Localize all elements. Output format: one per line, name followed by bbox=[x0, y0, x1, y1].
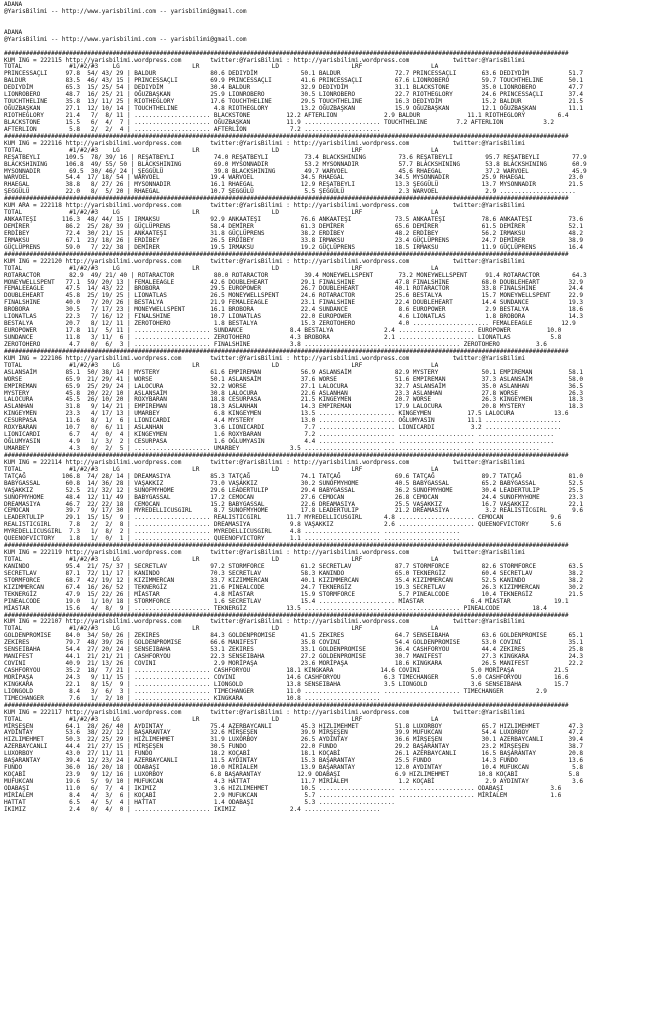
text-line: OĞUZBAŞKAN 27.1 12/ 10/ 14 | TOUCHTHELINE 4.8 RIOTHEGLORY 13.2 OĞUZBAŞKAN 15.9 OĞUZBAŞKAN 12.1 OĞUZBAŞKAN 11.1 bbox=[4, 105, 584, 113]
text-line: SUNDANCE 11.8 3/ 11/ 6 | ..................... ZEROTOHERO 4.3 BROBORA 2.1 ..................... LIONATLAS 5.8 bbox=[4, 334, 562, 341]
text-line: @YarisBilimi -- http://www.yarisbilimi.com -- yarisbilimi@gmail.com bbox=[4, 7, 247, 15]
text-line: @YarisBilimi -- http://www.yarisbilimi.com -- yarisbilimi@gmail.com bbox=[4, 35, 247, 43]
text-line: KINGKARA 22.1 8/ 15/ 9 | ..................... LIONGOLD 13.8 SENSEIBAHA 3.5 LIONGOLD 3.6 SENSEIBAHA 15.7 bbox=[4, 680, 569, 688]
text-line: ROTARACTOR 82.9 49/ 21/ 40 | ROTARACTOR 80.0 ROTARACTOR 39.4 MONEYWELLSPENT 73.2 MONEYWELLSPENT 91.4 ROTARACTOR 64.3 bbox=[4, 271, 587, 279]
text-line: REŞATBEYLI 109.5 78/ 39/ 16 | REŞATBEYLI 74.0 REŞATBEYLI 73.4 BLACKSHINING 73.6 REŞATBEYLI 95.7 REŞATBEYLI 77.9 bbox=[4, 153, 587, 161]
text-line: ROXYBARAN 10.7 0/ 6/ 11 | ASLANHAN 3.6 LIONICARDI 7.7 ..................... LIONICARDI 3.2 ..................... bbox=[4, 424, 562, 432]
text-line: TOTAL #1/#2/#3 LG LR LD LRF LA bbox=[4, 209, 439, 217]
text-line: LIONROBERO 48.7 16/ 25/ 21 | OĞUZBAŞKAN 25.9 LIONROBERO 30.5 LIONROBERO 22.7 RIOTHEGLORY 24.6 PRINCESSAÇLI 37.4 bbox=[4, 91, 584, 99]
text-line: LIONGOLD 8.4 3/ 6/ 3 | ..................... TIMECHANGER 11.0 ..................... ..................... TIMECHANGER 2.9 bbox=[4, 687, 547, 695]
text-line: TOTAL #1/#2/#3 LG LR LD LRF LA bbox=[4, 556, 439, 563]
text-line: TOTAL #1/#2/#3 LG LR LD LRF LA bbox=[4, 361, 439, 369]
text-line: MONEYWELLSPENT 77.1 59/ 20/ 13 | FEMALEEAGLE 42.6 DOUBLEHEART 29.1 FINALSHINE 47.8 FINALSHINE 68.0 DOUBLEHEART 32.9 bbox=[4, 278, 584, 286]
text-line bbox=[4, 16, 661, 23]
text-line: BALDUR 83.5 46/ 43/ 15 | PRINCESSAÇLI 69.9 PRINCESSAÇLI 41.6 PRINCESSAÇLI 67.6 LIONROBERO 59.7 TOUCHTHELINE 50.1 bbox=[4, 77, 584, 85]
text-line: ZEKIRES 79.7 48/ 39/ 26 | GOLDENPROMISE 66.6 MANIFEST 35.8 COVINI 54.4 GOLDENPROMISE 53.0 COVINI 35.1 bbox=[4, 639, 584, 647]
text-line: ŞEGGÜLÜ 22.0 8/ 5/ 20 | RHAEGAL 10.7 ŞEGGÜLÜ 5.5 ŞEGGÜLÜ 2.3 WARVOEL 2.9 ..................... bbox=[4, 188, 576, 196]
text-line: MORİPAŞA 24.3 9/ 11/ 15 | ..................... COVINI 14.6 CASHFORYOU 6.3 TIMECHANGER 5.0 CASHFORYOU 16.6 bbox=[4, 673, 569, 681]
text-line: IKIMIZ 2.4 0/ 4/ 0 | ..................... IKIMIZ 2.4 ..................... bbox=[4, 805, 381, 813]
text-line: LEADERTULIP 29.1 15/ 15/ 9 | ..................... REALISTICGIRL 11.7 MYREDELLICUSGIRL 4.8 ..................... CEMOCAN 9.6 bbox=[4, 514, 562, 522]
text-line: RHAEGAL 38.8 8/ 27/ 26 | MYSONNADIR 16.1 RHAEGAL 12.9 REŞATBEYLI 13.3 ŞEGGÜLÜ 13.7 MYSONNADIR 21.5 bbox=[4, 181, 584, 189]
text-line: ADANA bbox=[4, 1, 23, 8]
text-line: TOTAL #1/#2/#3 LG LR LD LRF LA bbox=[4, 146, 439, 154]
text-line: OĞLUMYASIN 4.9 1/ 3/ 2 | CESURPASA 1.6 OĞLUMYASIN 4.4 ..................... ..................... ..................... bbox=[4, 438, 555, 446]
text-line: WORSE 65.9 21/ 29/ 41 | WORSE 50.1 ASLANSAİM 37.6 WORSE 51.6 EMPIREMAN 37.3 ASLANSAİM 58.0 bbox=[4, 375, 584, 383]
text-line: SENSEIBAHA 54.4 27/ 20/ 24 | SENSEIBAHA 53.1 ZEKIRES 33.1 GOLDENPROMISE 36.4 CASHFORYOU 44.4 ZEKIRES 25.8 bbox=[4, 646, 584, 654]
text-line: BABYGASSAL 60.8 14/ 36/ 28 | VAŞAKKIZ 73.0 VAŞAKKIZ 30.2 SUNOFMYHOME 40.5 BABYGASSAL 65.2 BABYGASSAL 52.5 bbox=[4, 479, 584, 487]
text-line: PRINCESSAÇLI 97.8 54/ 43/ 29 | BALDUR 80.6 DEDIYDİM 50.1 BALDUR 72.7 PRINCESSAÇLI 63.6 DEDIYDİM 51.7 bbox=[4, 70, 584, 78]
text-line: TIMECHANGER 7.6 1/ 2/ 10 | ..................... KINGKARA 10.8 ..................... bbox=[4, 694, 381, 702]
text-line: GÜÇLÜPRENS 59.0 7/ 22/ 38 | DEMİRER 19.5 IRMAKSU 19.2 GÜÇLÜPRENS 18.5 IRMAKSU 11.9 GÜÇLÜPRENS 16.4 bbox=[4, 243, 584, 251]
text-line: UMARBEY 4.3 0/ 2/ 5 | ..................... UMARBEY 3.5 ..................... ..................... ..................... bbox=[4, 445, 540, 452]
text-line: ASLANHAN 31.8 9/ 14/ 21 | EMPIREMAN 18.3 ASLANHAN 14.3 EMPIREMAN 17.9 LALOCURA 20.8 MYSTERY 18.3 bbox=[4, 403, 584, 411]
text-line: TOUCHTHELINE 35.8 13/ 11/ 25 | RIOTHEGLORY 17.6 TOUCHTHELINE 29.5 TOUCHTHELINE 16.3 DEDIYDİM 15.2 BALDUR 21.5 bbox=[4, 98, 584, 106]
section-divider: ############################################################################################################################################################ bbox=[4, 611, 569, 619]
section-divider: ############################################################################################################################################################ bbox=[4, 132, 569, 140]
text-line: CASHFORYOU 35.2 18/ 7/ 21 | ..................... CASHFORYOU 18.1 KINGKARA 14.6 COVINI 5.0 MORİPAŞA 21.5 bbox=[4, 667, 569, 674]
text-line: EUROPOWER 17.8 11/ 5/ 11 | ..................... SUNDANCE 8.4 BESTALYA 2.4 ..................... EUROPOWER 10.0 bbox=[4, 327, 562, 335]
text-line: TOTAL #1/#2/#3 LG LR LD LRF LA bbox=[4, 63, 439, 71]
text-line: STORMFORCE 68.7 42/ 19/ 12 | KIZIMMERCAN 33.7 KIZIMMERCAN 40.1 KIZIMMERCAN 35.4 KIZIMMERCAN 52.5 KANINDO 38.2 bbox=[4, 576, 584, 584]
text-line: BROBORA 30.5 7/ 17/ 23 | MONEYWELLSPENT 16.1 BROBORA 22.4 SUNDANCE 8.6 EUROPOWER 2.9 BESTALYA 18.6 bbox=[4, 306, 584, 314]
text-line: BAŞARANTAY 39.4 12/ 23/ 24 | AZERBAYCANLI 11.5 AYDINTAY 15.3 BAŞARANTAY 25.5 FUNDO 14.3 FUNDO 13.6 bbox=[4, 757, 584, 765]
text-line: MYREDELLICUSGIRL 7.3 1/ 8/ 2 | ..................... MYREDELLICUSGIRL 4.8 ..................... ..................... bbox=[4, 528, 460, 536]
section-divider: ############################################################################################################################################################ bbox=[4, 542, 569, 550]
race-header: KUM ING = 222115 http://yarisbilimi.wordpress.com twitter:@YarisBilimi : http://yarisbilimi.wordpress.com twitter:@YarisBilimi bbox=[4, 56, 526, 64]
race-header: KUM ARA = 222118 http://yarisbilimi.wordpress.com twitter:@YarisBilimi : http://yarisbilimi.wordpress.com twitter:@YarisBilimi bbox=[4, 202, 526, 210]
text-line: MANIFEST 44.1 21/ 21/ 21 | CASHFORYOU 22.3 SENSEIBAHA 27.2 GOLDENPROMISE 30.7 MANIFEST 27.3 KINGKARA 24.3 bbox=[4, 653, 584, 661]
section-divider: ############################################################################################################################################################ bbox=[4, 250, 569, 258]
text-line: ADANA bbox=[4, 28, 23, 36]
text-line: TATÇAĞ 106.8 74/ 28/ 14 | DREAMASIYA 85.3 TATÇAĞ 74.1 TATÇAĞ 69.6 TATÇAĞ 89.7 TATÇAĞ 81.0 bbox=[4, 472, 584, 480]
text-line: ZEROTOHERO 4.7 0/ 6/ 3 | ..................... FINALSHINE 3.8 ..................... ..................... ZEROTOHERO 3.6 bbox=[4, 340, 547, 348]
text-line: EMPIREMAN 65.9 25/ 29/ 24 | LALOCURA 32.2 WORSE 27.1 LALOCURA 32.7 ASLANSAİM 35.0 ASLANHAN 36.5 bbox=[4, 382, 584, 390]
section-divider: ############################################################################################################################################################ bbox=[4, 347, 569, 355]
text-line: IRMAKSU 67.1 23/ 18/ 26 | ERDİBEY 26.5 ERDİBEY 33.8 IRMAKSU 23.4 GÜÇLÜPRENS 24.7 DEMİRER 38.9 bbox=[4, 236, 584, 244]
text-line: ERDİBEY 72.4 30/ 21/ 15 | ANKAATEŞI 31.8 GÜÇLÜPRENS 38.2 ERDİBEY 48.2 ERDİBEY 56.2 IRMAKSU 48.2 bbox=[4, 229, 584, 237]
race-header: KUM ING = 222114 http://yarisbilimi.wordpress.com twitter:@YarisBilimi : http://yarisbilimi.wordpress.com twitter:@YarisBilimi bbox=[4, 458, 526, 466]
text-line: KIZIMMERCAN 67.4 16/ 26/ 52 | TEKNERGİZ 21.6 PINEALCODE 24.7 TEKNERGİZ 19.3 SECRETLAV 26.3 KIZIMMERCAN 30.2 bbox=[4, 583, 584, 591]
text-line: SUNOFMYHOME 48.4 12/ 11/ 49 | BABYGASSAL 17.2 CEMOCAN 27.6 CEMOCAN 26.8 CEMOCAN 24.4 SUNOFMYHOME 23.3 bbox=[4, 493, 584, 501]
text-line: WARVOEL 54.4 17/ 18/ 54 | WARVOEL 19.4 WARVOEL 34.5 RHAEGAL 34.5 MYSONNADIR 25.9 RHAEGAL 23.0 bbox=[4, 174, 584, 182]
text-line: QUEENOFVICTORY 1.8 1/ 0/ 1 | ..................... QUEENOFVICTORY 1.1 ..................... ..................... bbox=[4, 535, 460, 543]
section-divider: ############################################################################################################################################################ bbox=[4, 195, 569, 203]
text-line: ODABAŞI 11.0 6/ 7/ 4 | IKIMIZ 3.6 HIZLIMEHMET 10.5 ..................... ..................... ODABAŞI 3.6 bbox=[4, 784, 562, 792]
text-line: TOTAL #1/#2/#3 LG LR LD LRF LA bbox=[4, 625, 439, 633]
text-line: KINGEYMEN 23.3 4/ 17/ 13 | UMARBEY 6.8 KINGEYMEN 13.5 ..................... KINGEYMEN 17.5 LALOCURA 13.6 bbox=[4, 410, 569, 418]
text-line: FINALSHINE 40.0 7/ 20/ 26 | BESTALYA 21.9 FEMALEEAGLE 23.1 FINALSHINE 22.4 DOUBLEHEART 14.4 SUNDANCE 19.3 bbox=[4, 299, 584, 307]
text-line: TOTAL #1/#2/#3 LG LR LD LRF LA bbox=[4, 264, 439, 272]
text-line: DREAMASIYA 46.7 22/ 22/ 18 | CEMOCAN 15.2 BABYGASSAL 22.6 DREAMASIYA 25.5 VAŞAKKIZ 16.7 VAŞAKKIZ 22.1 bbox=[4, 500, 584, 508]
race-header: KUM ING = 222117 http://yarisbilimi.wordpress.com twitter:@YarisBilimi : http://yarisbilimi.wordpress.com twitter:@YarisBilimi bbox=[4, 708, 526, 716]
text-line: FUNDO 36.0 16/ 20/ 18 | ODABAŞI 10.0 MİRİALEM 13.9 BAŞARANTAY 12.0 AYDINTAY 10.4 MUFUKCAN 5.8 bbox=[4, 764, 584, 772]
text-line: MYSTERY 45.8 20/ 22/ 10 | ASLANSAİM 30.8 LALOCURA 22.6 ASLANHAN 23.3 ASLANHAN 27.8 WORSE 26.3 bbox=[4, 389, 584, 397]
text-line: CEMOCAN 39.7 9/ 17/ 30 | MYREDELLICUSGIRL 8.7 SUNOFMYHOME 17.8 LEADERTULIP 21.2 DREAMASIYA 3.2 REALISTICGIRL 9.6 bbox=[4, 507, 584, 515]
race-header: KUM ING = 222106 http://yarisbilimi.wordpress.com twitter:@YarisBilimi : http://yarisbilimi.wordpress.com twitter:@YarisBilimi bbox=[4, 354, 526, 362]
text-line: AYDINTAY 53.6 38/ 22/ 12 | BAŞARANTAY 32.6 MİRŞEŞEN 39.9 MİRŞEŞEN 39.9 MUFUKCAN 54.4 LUXORBOY 47.2 bbox=[4, 729, 584, 737]
text-line: MİRŞEŞEN 64.1 28/ 26/ 40 | AYDINTAY 75.4 AZERBAYCANLI 45.3 HIZLIMEHMET 51.8 LUXORBOY 65.7 HIZLIMEHMET 47.3 bbox=[4, 722, 584, 730]
text-line: GOLDENPROMISE 84.0 34/ 50/ 26 | ZEKIRES 84.3 GOLDENPROMISE 41.5 ZEKIRES 64.7 SENSEIBAHA 63.6 GOLDENPROMISE 65.1 bbox=[4, 632, 584, 640]
text-line: HATTAT 6.5 4/ 5/ 4 | HATTAT 1.4 ODABAŞI 5.3 ..................... bbox=[4, 798, 395, 806]
text-line: TEKNERGİZ 47.9 15/ 22/ 26 | MİASTAR 4.8 MİASTAR 15.9 STORMFORCE 5.7 PINEALCODE 10.4 TEKNERGİZ 21.5 bbox=[4, 590, 584, 598]
race-header: KUM ING = 222116 http://yarisbilimi.wordpress.com twitter:@YarisBilimi : http://yarisbilimi.wordpress.com twitter:@YarisBilimi bbox=[4, 139, 526, 147]
text-line: LIONATLAS 22.3 7/ 16/ 12 | FINALSHINE 10.7 LIONATLAS 22.0 EUROPOWER 4.6 LIONATLAS 1.8 BROBORA 14.3 bbox=[4, 313, 584, 321]
section-divider: ############################################################################################################################################################ bbox=[4, 451, 569, 459]
text-line: DOUBLEHEART 45.8 25/ 19/ 25 | LIONATLAS 26.5 MONEYWELLSPENT 24.6 ROTARACTOR 25.6 BESTALYA 15.7 MONEYWELLSPENT 22.9 bbox=[4, 292, 584, 300]
text-line: RIOTHEGLORY 21.4 7/ 8/ 11 | ..................... BLACKSTONE 12.2 AFTERLION 2.9 BALDUR 11.1 RIOTHEGLORY 6.4 bbox=[4, 112, 569, 119]
text-line: MİASTAR 15.6 4/ 8/ 9 | ..................... TEKNERGİZ 13.5 ..................... ..................... PINEALCODE 18.4 bbox=[4, 604, 547, 612]
text-line: PINEALCODE 19.0 1/ 10/ 18 | STORMFORCE 1.6 SECRETLAV 15.4 ..................... MİASTAR 6.4 MİASTAR 19.1 bbox=[4, 597, 569, 605]
text-line: KANINDO 95.4 21/ 75/ 37 | SECRETLAV 97.2 STORMFORCE 61.2 SECRETLAV 87.7 STORMFORCE 82.6 STORMFORCE 63.5 bbox=[4, 562, 584, 570]
section-divider: ############################################################################################################################################################ bbox=[4, 701, 569, 709]
text-line: AFTERLION 5.8 2/ 2/ 4 | ..................... AFTERLION 7.2 ..................... bbox=[4, 125, 381, 133]
text-line: MİRİALEM 8.4 4/ 3/ 6 | KOÇABİ 2.9 MUFUKCAN 5.7 ..................... ..................... MİRİALEM 1.6 bbox=[4, 791, 562, 799]
text-line: ASLANSAİM 85.1 50/ 38/ 14 | MYSTERY 61.6 EMPIREMAN 56.9 ASLANSAİM 82.9 MYSTERY 50.1 EMPIREMAN 58.1 bbox=[4, 368, 584, 376]
text-line: MUFUKCAN 19.6 5/ 9/ 10 | MUFUKCAN 4.3 HATTAT 11.7 MİRİALEM 1.2 KOÇABİ 2.9 AYDINTAY 3.6 bbox=[4, 778, 584, 785]
text-line: REALISTICGIRL 7.8 2/ 2/ 8 | ..................... DREAMASIYA 9.8 VAŞAKKIZ 2.6 ..................... QUEENOFVICTORY 5.6 bbox=[4, 521, 562, 529]
text-line: TOTAL #1/#2/#3 LG LR LD LRF LA bbox=[4, 715, 439, 723]
text-line: TOTAL #1/#2/#3 LG LR LD LRF LA bbox=[4, 465, 439, 473]
text-line: BLACKSHINING 106.8 49/ 55/ 50 | BLACKSHINING 69.0 MYSONNADIR 53.2 MYSONNADIR 57.7 BLACKSHINING 53.8 BLACKSHINING 60.9 bbox=[4, 160, 587, 168]
text-line: KOÇABİ 23.9 9/ 12/ 16 | LUXORBOY 6.8 BAŞARANTAY 12.9 ODABAŞI 6.9 HIZLIMEHMET 10.8 KOÇABİ 5.8 bbox=[4, 771, 580, 779]
text-line: AZERBAYCANLI 44.4 21/ 27/ 15 | MİRŞEŞEN 30.5 FUNDO 22.0 FUNDO 29.2 BAŞARANTAY 23.2 MİRŞEŞEN 38.7 bbox=[4, 743, 584, 751]
text-line: VAŞAKKIZ 52.5 21/ 32/ 12 | SUNOFMYHOME 29.6 LEADERTULIP 29.4 BABYGASSAL 36.2 SUNOFMYHOME 30.4 LEADERTULIP 25.5 bbox=[4, 486, 584, 494]
text-line: BLACKSTONE 15.5 6/ 4/ 7 | ..................... OĞUZBAŞKAN 11.9 ..................... TOUCHTHELINE 7.2 AFTERLION 3.2 bbox=[4, 118, 555, 126]
text-line: DEMİRER 86.2 25/ 28/ 39 | GÜÇLÜPRENS 58.4 DEMİRER 61.3 DEMİRER 65.6 DEMİRER 61.5 DEMİRER 52.1 bbox=[4, 223, 584, 230]
text-line: COVINI 40.9 21/ 13/ 26 | COVINI 2.9 MORİPAŞA 23.6 MORİPAŞA 18.6 KINGKARA 26.5 MANIFEST 22.2 bbox=[4, 660, 584, 668]
text-line: LALOCURA 45.5 26/ 10/ 20 | ROXYBARAN 18.8 CESURPASA 21.5 KINGEYMEN 20.7 WORSE 26.3 KINGEYMEN 18.3 bbox=[4, 396, 584, 404]
text-line: BESTALYA 20.7 8/ 12/ 11 | ZEROTOHERO 1.8 BESTALYA 15.3 ZEROTOHERO 4.0 ..................... FEMALEEAGLE 12.9 bbox=[4, 320, 576, 328]
text-line: SECRETLAV 87.1 72/ 11/ 17 | KANINDO 70.3 SECRETLAV 58.3 KANINDO 65.0 TEKNERGİZ 60.4 SECRETLAV 38.2 bbox=[4, 569, 584, 577]
text-line: FEMALEEAGLE 47.5 14/ 43/ 22 | BROBORA 29.5 EUROPOWER 26.7 DOUBLEHEART 40.1 ROTARACTOR 33.8 FINALSHINE 24.4 bbox=[4, 285, 584, 293]
text-line: LIONICARDI 6.7 4/ 0/ 4 | KINGEYMEN 1.6 ROXYBARAN 7.2 ..................... ..................... ..................... bbox=[4, 431, 555, 439]
section-divider: ############################################################################################################################################################ bbox=[4, 49, 569, 57]
text-line: MYSONNADIR 69.5 30/ 46/ 24 | ŞEGGÜLÜ 39.8 BLACKSHINING 49.7 WARVOEL 45.6 RHAEGAL 37.2 WARVOEL 45.9 bbox=[4, 167, 587, 175]
text-line: ANKAATEŞI 116.3 48/ 44/ 15 | IRMAKSU 92.9 ANKAATEŞI 76.6 ANKAATEŞI 73.5 ANKAATEŞI 78.6 ANKAATEŞI 73.6 bbox=[4, 216, 584, 224]
race-header: KUM ING = 222107 http://yarisbilimi.wordpress.com twitter:@YarisBilimi : http://yarisbilimi.wordpress.com twitter:@YarisBilimi bbox=[4, 618, 526, 626]
race-header: KUM ING = 222120 http://yarisbilimi.wordpress.com twitter:@YarisBilimi : http://yarisbilimi.wordpress.com twitter:@YarisBilimi bbox=[4, 257, 526, 265]
text-line: LUXORBOY 43.0 27/ 11/ 11 | FUNDO 18.2 KOÇABİ 18.1 KOÇABİ 26.1 AZERBAYCANLI 16.5 BAŞARANTAY 20.8 bbox=[4, 750, 584, 758]
text-line: DEDIYDİM 65.3 15/ 25/ 54 | DEDIYDİM 30.4 BALDUR 32.9 DEDIYDİM 31.1 BLACKSTONE 35.0 LIONROBERO 47.7 bbox=[4, 84, 584, 92]
race-header: KUM ING = 222119 http://yarisbilimi.wordpress.com twitter:@YarisBilimi : http://yarisbilimi.wordpress.com twitter:@YarisBilimi bbox=[4, 549, 526, 557]
text-line: HIZLIMEHMET 50.3 22/ 25/ 29 | HIZLIMEHMET 31.9 LUXORBOY 26.5 AYDINTAY 36.6 MİRŞEŞEN 30.1 AZERBAYCANLI 39.4 bbox=[4, 736, 584, 744]
text-line: CESURPASA 11.6 8/ 1/ 6 | LIONICARDI 4.4 MYSTERY 13.0 ..................... OĞLUMYASIN 11.1 ..................... bbox=[4, 417, 562, 425]
text-line bbox=[4, 23, 661, 30]
